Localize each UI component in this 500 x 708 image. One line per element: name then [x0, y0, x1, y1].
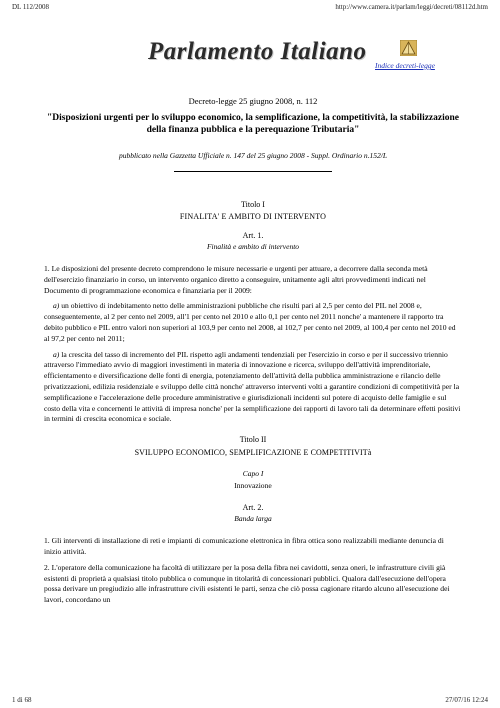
capo-i-name: Innovazione: [234, 481, 272, 491]
browser-print-footer: [12, 696, 488, 704]
article-1-name: Finalità e ambito di intervento: [206, 242, 300, 251]
item-a-letter: a): [53, 301, 60, 311]
divider: [174, 171, 332, 172]
decree-reference: Decreto-legge 25 giugno 2008, n. 112: [188, 96, 318, 106]
print-timestamp: 27/07/16 12:24: [445, 696, 488, 704]
titolo-ii-name: SVILUPPO ECONOMICO, SEMPLIFICAZIONE E COMPETITIVITà: [134, 448, 372, 458]
item-a-text: un obiettivo di indebitamento netto delle amministrazioni pubbliche che risulti pari al 2,5 per cento del PIL nel 2008 e, conseguentemente, al 2 per cento nel 2009, all'1 per cento nel 2010 e allo 0,1 per cento nel 2011 nonche' a mantenere il rapporto tra debito pubblico e PIL entro valori non superiori al 103,9 per cento nel 2008, al 102,7 per cento nel 2009, al 100,4 per cento nel 2010 ed al 97,2 per cento nel 2011;: [44, 301, 456, 343]
indice-decreti-legge-link[interactable]: Indice decreti-legge: [375, 61, 435, 70]
gazzetta-publication-note: pubblicato nella Gazzetta Ufficiale n. 147 del 25 giugno 2008 - Suppl. Ordinario n.152/L: [118, 151, 388, 160]
parlamento-logo-text: Parlamento Italiano: [148, 38, 367, 65]
article-1-paragraph-1: 1. Le disposizioni del presente decreto comprendono le misure necessarie e urgenti per attuare, a decorrere dalla seconda metà dell'esercizio finanziario in corso, un intervento organico diretto a conseguire, unitamente agli altri provvedimenti indicati nel Documento di programmazione economica e finanziaria per il 2009:: [44, 264, 428, 295]
browser-print-header: [12, 3, 488, 11]
titolo-i-number: Titolo I: [241, 200, 265, 209]
decree-title: "Disposizioni urgenti per lo sviluppo economico, la semplificazione, la competitività, la stabilizzazione della finanza pubblica e la perequazione Tributaria": [47, 113, 459, 135]
print-header-url: http://www.camera.it/parlam/leggi/decreti/08112d.htm: [335, 3, 488, 11]
article-2-number: Art. 2.: [242, 503, 264, 513]
capo-i-number: Capo I: [242, 469, 264, 479]
item-b-letter: a): [53, 349, 60, 359]
masthead: [0, 38, 500, 78]
article-2-name: Banda larga: [234, 514, 272, 524]
item-b-text: la crescita del tasso di incremento del PIL rispetto agli andamenti tendenziali per l'esercizio in corso e per il successivo triennio attraverso l'immediato avvio di maggiori investimenti in materia di innovazione e ricerca, sviluppo dell'attività imprenditoriale, efficientamento e diversificazione delle fonti di energia, potenziamento dell'attività della pubblica amministrazione e rilancio delle privatizzazioni, edilizia residenziale e sviluppo delle città nonche' attraverso interventi volti a garantire condizioni di competitività per la semplificazione e l'accelerazione delle procedure amministrative e giurisdizionali incidenti sul potere di acquisto delle famiglie e sul costo della vita e concernenti le attività di impresa nonche' per la semplificazione dei rapporti di lavoro tali da determinare effetti positivi in termini di crescita economica e sociale.: [44, 349, 461, 424]
print-header-left: DL 112/2008: [12, 3, 50, 11]
print-page-counter: 1 di 68: [12, 696, 32, 704]
parliament-emblem-icon: [400, 40, 417, 56]
titolo-ii-number: Titolo II: [239, 435, 267, 445]
article-2-paragraph-1: 1. Gli interventi di installazione di reti e impianti di comunicazione elettronica in fibra ottica sono realizzabili mediante denuncia di inizio attività.: [44, 536, 444, 556]
article-1-item-a: [44, 301, 462, 344]
article-2-paragraph-2: 2. L'operatore della comunicazione ha facoltà di utilizzare per la posa della fibra nei cavidotti, senza oneri, le infrastrutture civili già esistenti di proprietà a qualsiasi titolo pubblica o comunque in titolarità di concessionari pubblici. Qualora dall'esecuzione dell'opera possa derivare un pregiudizio alle infrastrutture civili esistenti le parti, senza che ciò possa cagionare ritardo alcuno all'esecuzione dei lavori, concordano un: [44, 562, 450, 605]
document-body: [44, 96, 462, 606]
article-1-item-b: [44, 350, 462, 426]
article-1-number: Art. 1.: [242, 231, 264, 240]
titolo-i-name: FINALITA' E AMBITO DI INTERVENTO: [179, 212, 327, 221]
